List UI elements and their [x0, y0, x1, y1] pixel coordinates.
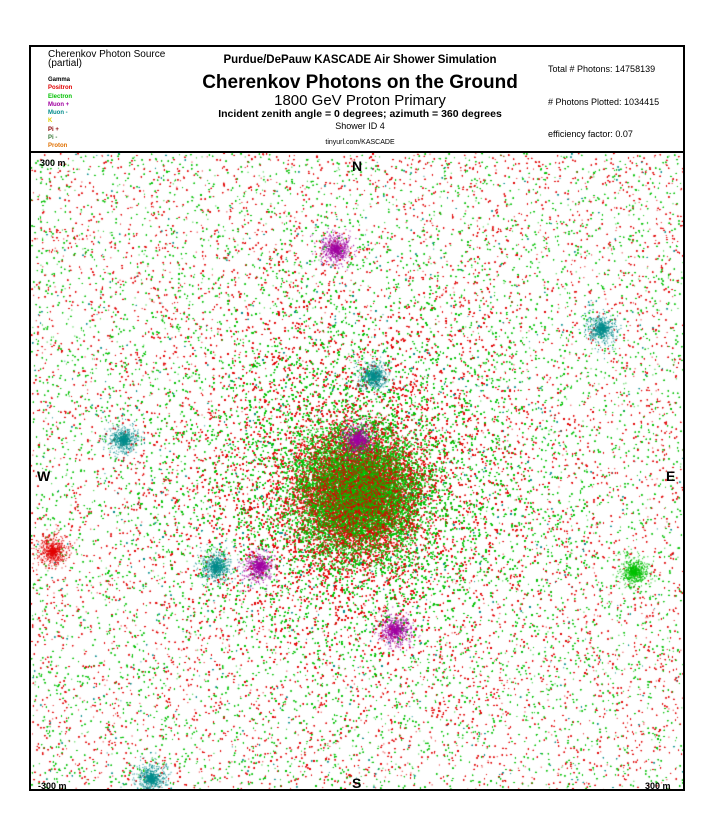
legend-entry: Gamma: [48, 77, 71, 83]
south-label: S: [352, 775, 362, 791]
legend-entry: Positron: [48, 85, 73, 92]
tick-label-bottom-right: 300 m: [645, 781, 671, 791]
legend-entry: Proton: [48, 143, 68, 150]
efficiency-factor: efficiency factor: 0.07: [548, 129, 633, 139]
angles-text: Incident zenith angle = 0 degrees; azimuth = 360 degrees: [218, 108, 502, 120]
photon-scatter-plot: [31, 153, 683, 789]
legend-entry: Muon +: [48, 101, 70, 108]
org-title: Purdue/DePauw KASCADE Air Shower Simulation: [223, 54, 497, 66]
legend-entry: Electron: [48, 93, 73, 100]
east-label: E: [666, 468, 676, 484]
north-label: N: [352, 158, 363, 174]
url-text: tinyurl.com/KASCADE: [325, 139, 395, 146]
shower-id: Shower ID 4: [335, 121, 385, 131]
total-photons: Total # Photons: 14758139: [548, 64, 656, 74]
legend-entry: Pi +: [48, 126, 59, 133]
tick-label-bottom-left: -300 m: [38, 781, 67, 791]
subtitle: 1800 GeV Proton Primary: [274, 92, 446, 109]
legend-title: Cherenkov Photon Source (partial): [48, 49, 166, 69]
west-label: W: [37, 468, 51, 484]
tick-label-top-left: 300 m: [40, 158, 66, 168]
legend-entry: Pi -: [48, 135, 58, 142]
photons-plotted: # Photons Plotted: 1034415: [548, 97, 660, 107]
legend-entry: Muon -: [48, 110, 68, 117]
legend-entry: K: [48, 118, 53, 125]
page-title: Cherenkov Photons on the Ground: [202, 72, 518, 93]
legend: [48, 76, 72, 151]
